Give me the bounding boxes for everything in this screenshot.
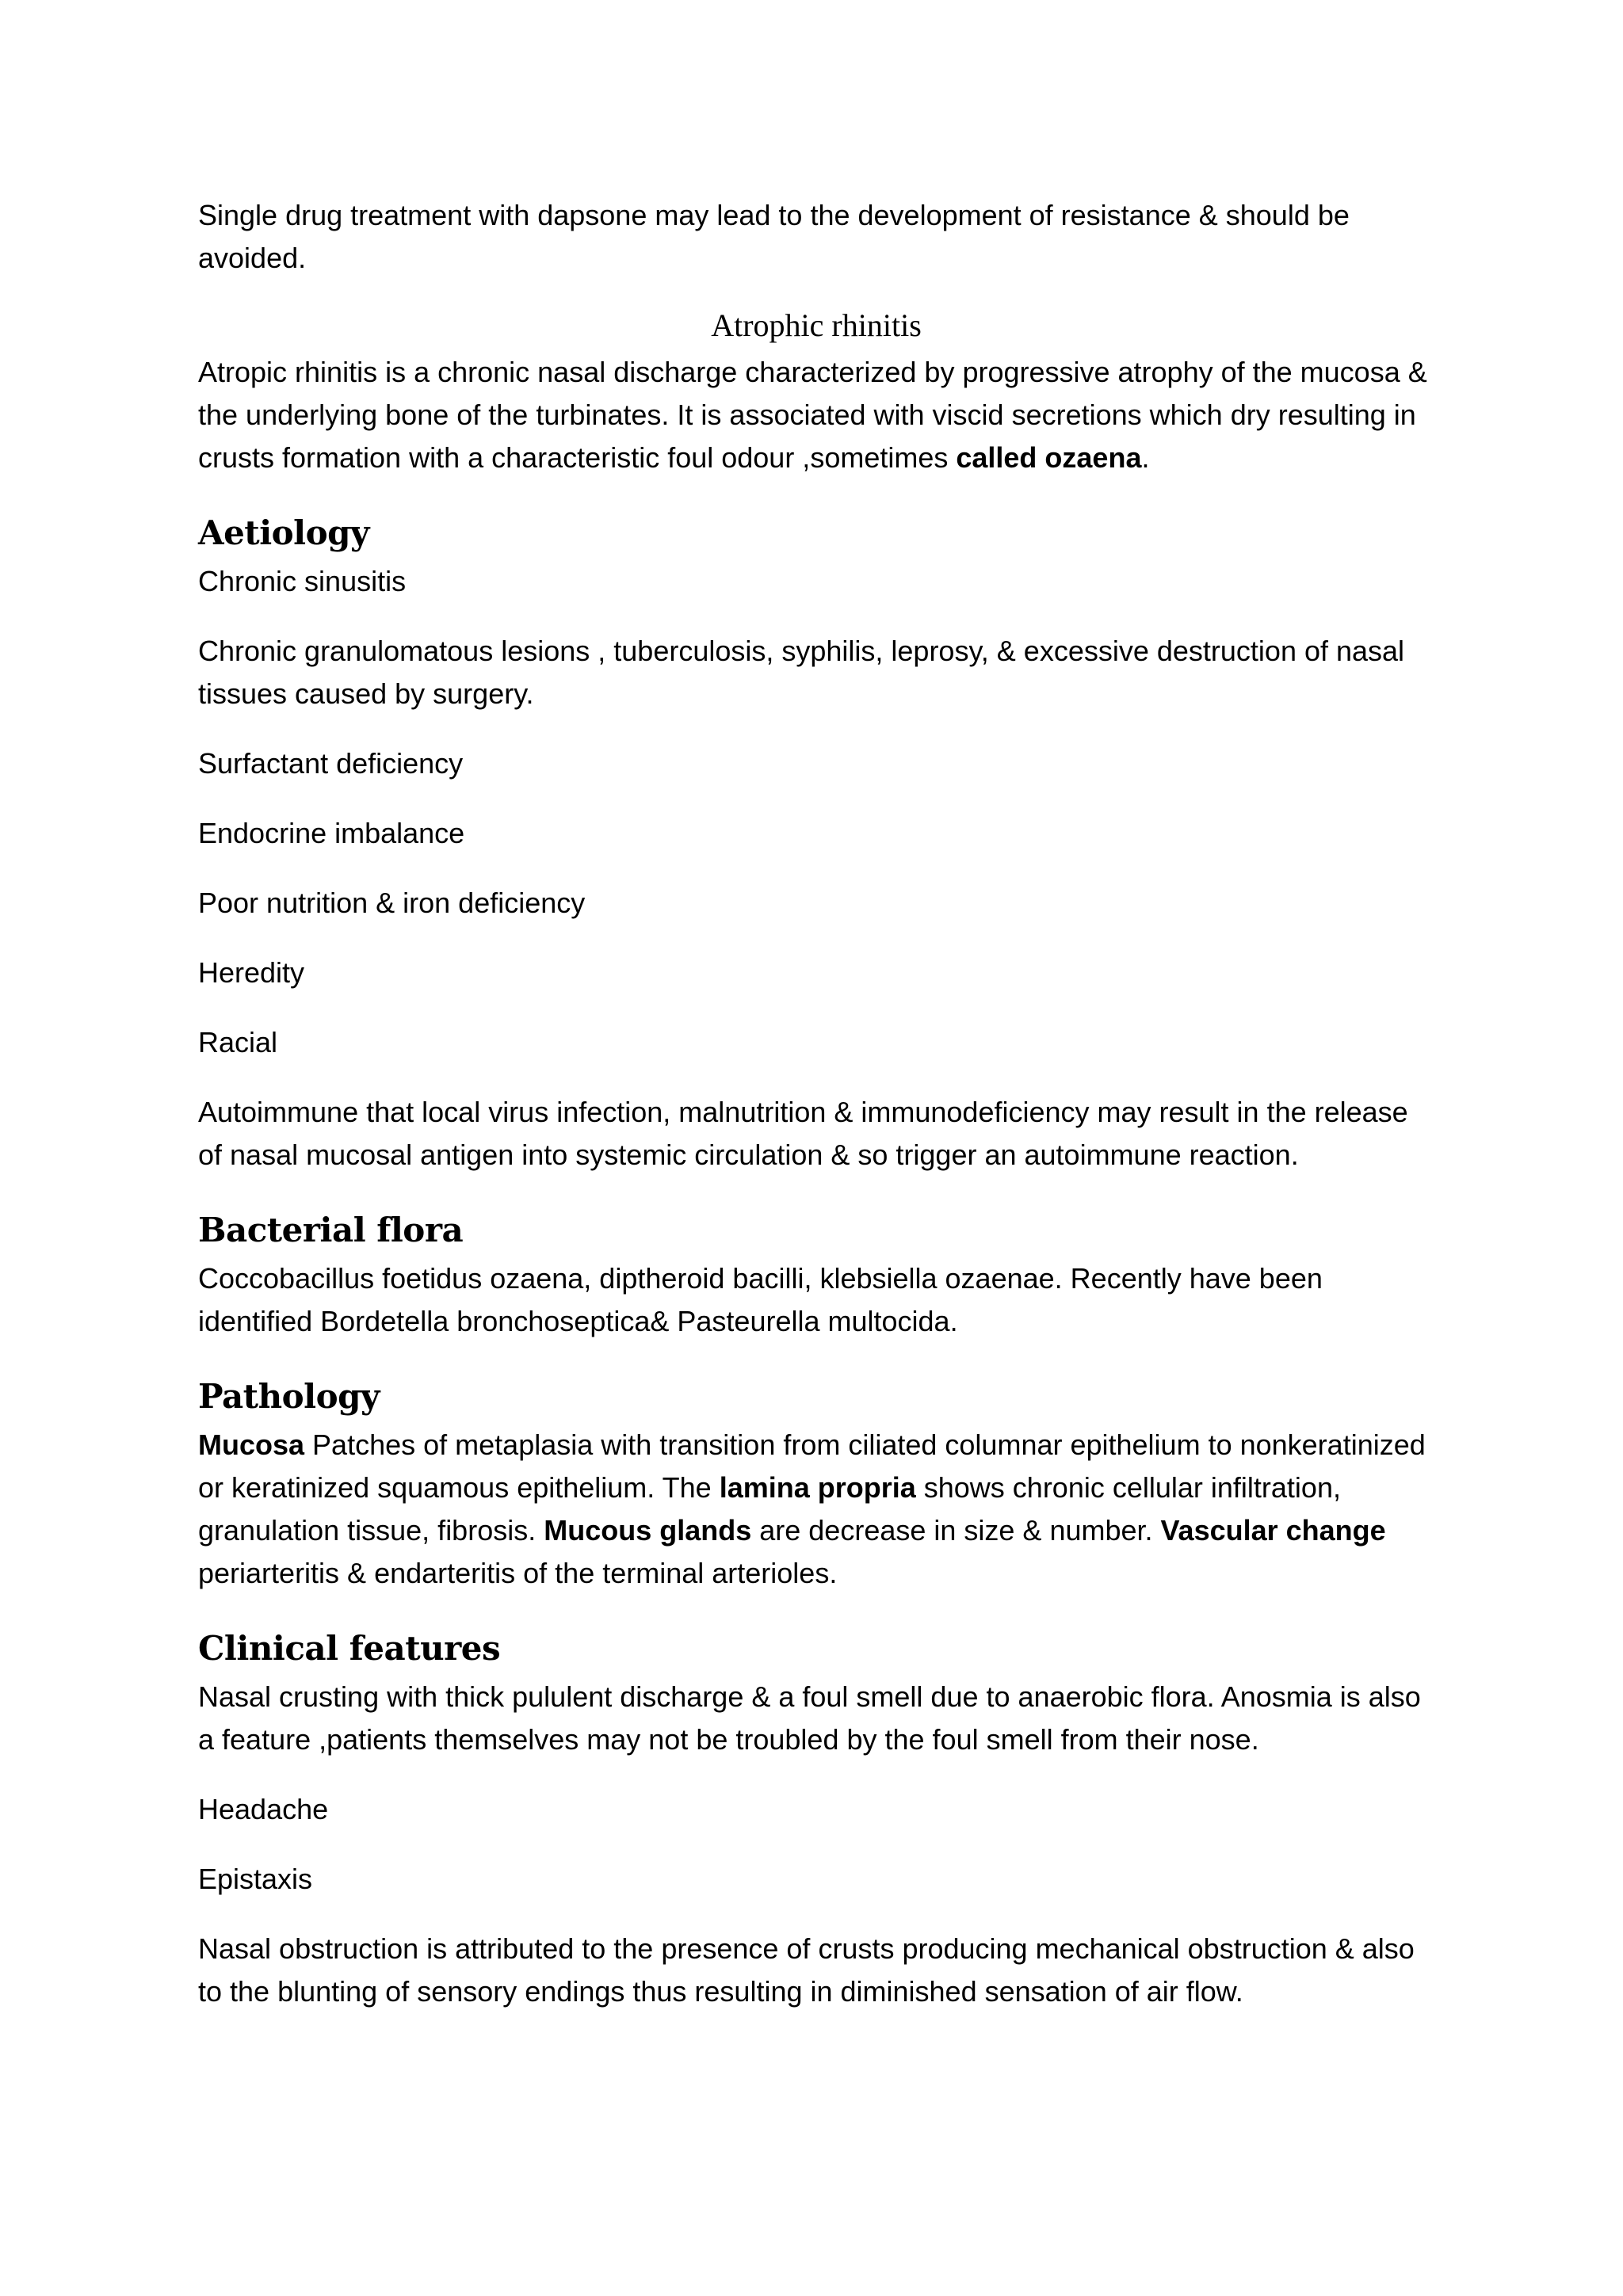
bacterial-flora-paragraph: Coccobacillus foetidus ozaena, diptheroid bacilli, klebsiella ozaenae. Recently have been identified Bordetella bronchoseptica& Pasteurella multocida. (198, 1262, 1323, 1337)
mucosa-text: Patches of metaplasia with transition from ciliated columnar epithelium to nonkeratinized or keratinized squamous epithelium. The (198, 1428, 1426, 1504)
aetiology-item: Chronic granulomatous lesions , tuberculosis, syphilis, leprosy, & excessive destruction of nasal tissues caused by surgery. (198, 635, 1405, 710)
document-body (198, 194, 1434, 2013)
aetiology-heading: Aetiology (198, 513, 369, 552)
definition-end: . (1141, 441, 1150, 474)
aetiology-item: Autoimmune that local virus infection, malnutrition & immunodeficiency may result in the release of nasal mucosal antigen into systemic circulation & so trigger an autoimmune reaction. (198, 1096, 1408, 1171)
vascular-change-label: Vascular change (1160, 1514, 1386, 1547)
definition-text: Atropic rhinitis is a chronic nasal discharge characterized by progressive atrophy of the mucosa & the underlying bone of the turbinates. It is associated with viscid secretions which dry resulting in crusts formation with a characteristic foul odour ,sometimes (198, 356, 1427, 474)
clinical-item: Nasal crusting with thick pululent discharge & a foul smell due to anaerobic flora. Anosmia is also a feature ,patients themselves may not be troubled by the foul smell from their nose. (198, 1680, 1421, 1756)
bacterial-flora-heading: Bacterial flora (198, 1211, 464, 1249)
clinical-item: Epistaxis (198, 1863, 313, 1895)
clinical-features-heading: Clinical features (198, 1629, 501, 1668)
lamina-propria-text: shows chronic cellular infiltration, granulation tissue, fibrosis. (198, 1471, 1341, 1547)
mucosa-label: Mucosa (198, 1428, 305, 1461)
intro-paragraph (198, 194, 1434, 280)
aetiology-item: Chronic sinusitis (198, 565, 407, 597)
intro-line-2: avoided. (198, 242, 307, 274)
vascular-change-text: periarteritis & endarteritis of the terminal arterioles. (198, 1557, 838, 1589)
mucous-glands-label: Mucous glands (544, 1514, 752, 1547)
aetiology-item: Racial (198, 1026, 278, 1058)
aetiology-item: Heredity (198, 956, 305, 989)
page-title: Atrophic rhinitis (711, 307, 922, 343)
mucous-glands-text: are decrease in size & number. (751, 1514, 1161, 1547)
pathology-paragraph (198, 1424, 1434, 1595)
definition-paragraph (198, 351, 1434, 479)
aetiology-item: Endocrine imbalance (198, 817, 465, 849)
intro-line-1: Single drug treatment with dapsone may lead to the development of resistance & should be (198, 199, 1350, 231)
aetiology-item: Poor nutrition & iron deficiency (198, 887, 586, 919)
clinical-item: Nasal obstruction is attributed to the presence of crusts producing mechanical obstruction & also to the blunting of sensory endings thus resulting in diminished sensation of air flow. (198, 1932, 1415, 2008)
clinical-item: Headache (198, 1793, 329, 1825)
lamina-propria-label: lamina propria (719, 1471, 916, 1504)
aetiology-item: Surfactant deficiency (198, 747, 464, 780)
pathology-heading: Pathology (198, 1377, 380, 1416)
definition-bold: called ozaena (956, 441, 1142, 474)
